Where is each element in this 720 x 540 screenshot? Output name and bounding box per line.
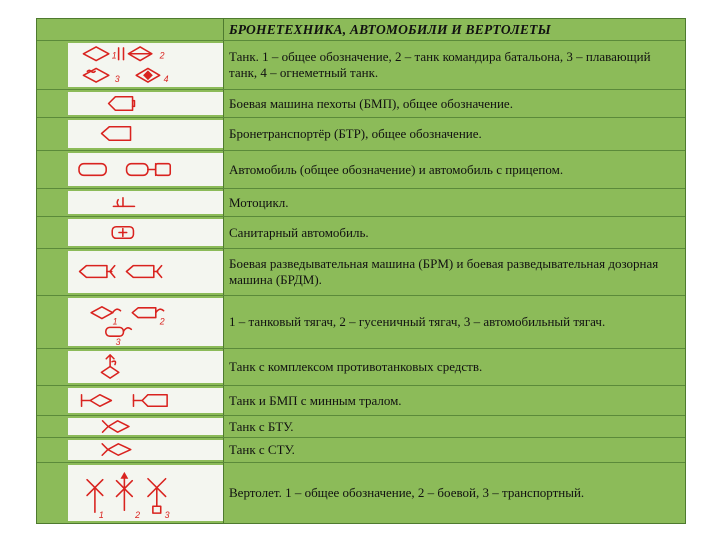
- table-row: [37, 216, 685, 248]
- tank-btu-icon: [68, 418, 223, 435]
- bmp-icon: [68, 92, 223, 115]
- row-description: Боевая машина пехоты (БМП), общее обозначение.: [229, 95, 513, 111]
- row-description: Танк. 1 – общее обозначение, 2 – танк командира батальона, 3 – плавающий танк, 4 – огнеметный танк.: [229, 49, 651, 80]
- antitank-tank-icon: [68, 351, 223, 383]
- table-row: [37, 462, 685, 523]
- row-description: Мотоцикл.: [229, 194, 289, 210]
- svg-text:2: 2: [159, 50, 165, 61]
- svg-text:2: 2: [159, 316, 165, 327]
- table-row: [37, 248, 685, 295]
- svg-text:1: 1: [112, 316, 118, 327]
- row-description: Санитарный автомобиль.: [229, 224, 369, 240]
- row-description: Вертолет. 1 – общее обозначение, 2 – боевой, 3 – транспортный.: [229, 485, 585, 500]
- table-row: [37, 40, 685, 89]
- row-description: Автомобиль (общее обозначение) и автомобиль с прицепом.: [229, 161, 564, 177]
- table-row: [37, 437, 685, 462]
- svg-text:3: 3: [115, 337, 121, 348]
- header-symbol-cell: [68, 21, 223, 38]
- svg-text:3: 3: [114, 74, 120, 85]
- brm-icon: [68, 251, 223, 293]
- row-description: Танк с БТУ.: [229, 418, 294, 434]
- table-row: [37, 295, 685, 348]
- row-description: Бронетранспортёр (БТР), общее обозначение.: [229, 126, 482, 141]
- tank-variants-icon: [68, 43, 223, 87]
- table-row: [37, 385, 685, 415]
- table-row: [37, 150, 685, 188]
- symbols-table: [36, 18, 686, 524]
- svg-text:1: 1: [98, 510, 104, 521]
- car-icon: [68, 153, 223, 186]
- table-row: [37, 188, 685, 216]
- row-description: Танк и БМП с минным тралом.: [229, 392, 402, 408]
- ambulance-icon: [68, 219, 223, 246]
- table-row: [37, 348, 685, 385]
- table-header: [37, 19, 685, 40]
- mine-trawl-icon: [68, 388, 223, 413]
- btr-icon: [68, 120, 223, 148]
- table-row: [37, 415, 685, 437]
- table-row: [37, 89, 685, 117]
- row-description: 1 – танковый тягач, 2 – гусеничный тягач, 3 – автомобильный тягач.: [229, 314, 606, 329]
- table-row: [37, 117, 685, 150]
- helicopter-icon: [68, 465, 223, 521]
- row-description: Танк с комплексом противотанковых средств.: [229, 359, 483, 374]
- svg-text:2: 2: [135, 510, 141, 521]
- tank-stu-icon: [68, 440, 223, 460]
- svg-text:1: 1: [111, 50, 117, 61]
- table-title: БРОНЕТЕХНИКА, АВТОМОБИЛИ И ВЕРТОЛЕТЫ: [229, 21, 551, 37]
- row-description: Боевая разведывательная машина (БРМ) и боевая разведывательная дозорная машина (БРДМ).: [229, 256, 659, 287]
- motorcycle-icon: [68, 191, 223, 214]
- svg-text:4: 4: [163, 74, 169, 85]
- tractor-icon: [68, 298, 223, 346]
- row-description: Танк с СТУ.: [229, 442, 295, 457]
- svg-text:3: 3: [164, 510, 170, 521]
